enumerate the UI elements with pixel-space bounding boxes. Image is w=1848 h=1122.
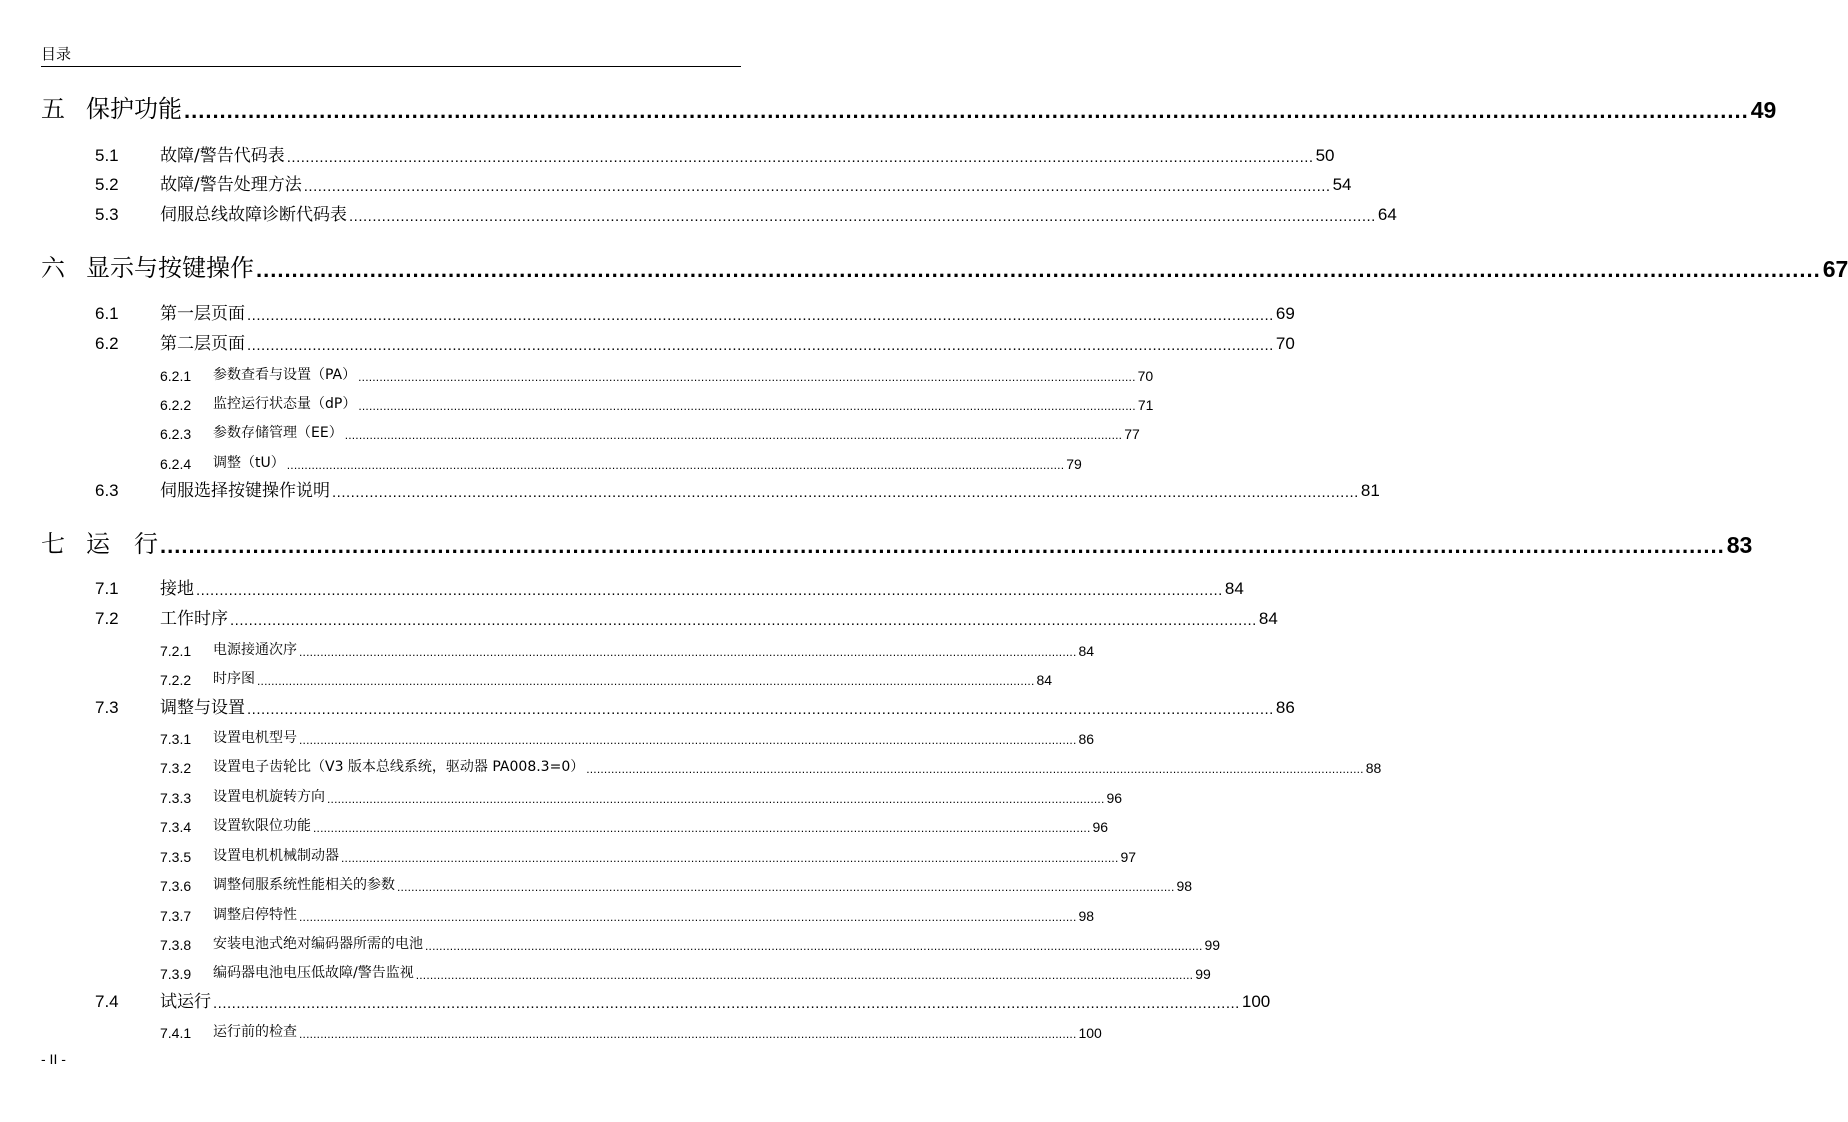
toc-entry-6-2[interactable] (95, 327, 1295, 357)
toc-entry-number: 7.2.1 (160, 643, 192, 659)
dot-leader: ............................................................................................................................................................................................................................ (415, 968, 1194, 982)
toc-entry-chapter-5[interactable] (41, 88, 1777, 128)
toc-entry-title: 接地 (160, 579, 194, 599)
toc-entry-page: 84 (1258, 609, 1278, 628)
dot-leader: ............................................................................................................................................................................................................................ (213, 995, 1240, 1012)
toc-entry-chapter-7[interactable] (41, 523, 1753, 563)
toc-entry-page: 100 (1241, 992, 1271, 1011)
toc-entry-title: 伺服选择按键操作说明 (160, 481, 330, 501)
toc-entry-chapter-6[interactable] (41, 247, 1848, 287)
toc-entry-title: 编码器电池电压低故障/警告监视 (213, 965, 414, 981)
toc-entry-number: 7.3.7 (160, 908, 192, 924)
toc-entry-7-4-1[interactable] (160, 1014, 1102, 1044)
toc-entry-page: 71 (1137, 397, 1154, 413)
toc-entry-7-3-8[interactable] (160, 926, 1221, 956)
toc-entry-title: 时序图 (213, 671, 255, 687)
toc-entry-number: 7.3.2 (160, 760, 192, 776)
toc-entry-page: 99 (1195, 966, 1211, 982)
toc-entry-6-2-1[interactable] (160, 357, 1154, 387)
dot-leader: ............................................................................................................................................................................................................................ (313, 821, 1091, 835)
toc-entry-title: 调整伺服系统性能相关的参数 (213, 877, 395, 893)
toc-entry-page: 83 (1726, 532, 1753, 558)
dot-leader: ............................................................................................................................................................................................................................ (425, 939, 1203, 953)
toc-entry-6-2-3[interactable] (160, 415, 1140, 445)
toc-entry-page: 64 (1377, 205, 1397, 224)
dot-leader: ............................................................................................................................................................................................................................ (184, 98, 1749, 123)
toc-entry-number: 5.1 (95, 146, 119, 165)
toc-entry-title: 设置电机旋转方向 (213, 789, 325, 805)
toc-entry-page: 50 (1315, 146, 1335, 165)
toc-entry-title: 试运行 (160, 992, 211, 1012)
toc-entry-number: 7.3.4 (160, 819, 192, 835)
toc-entry-page: 97 (1120, 849, 1137, 865)
dot-leader: ............................................................................................................................................................................................................................ (247, 307, 1274, 324)
toc-entry-page: 86 (1078, 731, 1095, 747)
dot-leader: ............................................................................................................................................................................................................................ (196, 582, 1223, 599)
toc-entry-title: 保护功能 (86, 95, 182, 123)
dot-leader: ............................................................................................................................................................................................................................ (341, 851, 1119, 865)
toc-entry-5-1[interactable] (95, 139, 1335, 169)
toc-entry-page: 84 (1224, 579, 1244, 598)
toc-entry-6-1[interactable] (95, 297, 1295, 327)
dot-leader: ............................................................................................................................................................................................................................ (247, 701, 1274, 718)
dot-leader: ............................................................................................................................................................................................................................ (299, 910, 1077, 924)
dot-leader: ............................................................................................................................................................................................................................ (286, 458, 1065, 472)
toc-entry-title: 第一层页面 (160, 304, 245, 324)
dot-leader: ............................................................................................................................................................................................................................ (256, 257, 1821, 282)
toc-entry-number: 7.3.3 (160, 790, 192, 806)
toc-entry-number: 6.2.3 (160, 426, 192, 442)
toc-entry-page: 79 (1066, 456, 1082, 472)
dot-leader: ............................................................................................................................................................................................................................ (303, 178, 1331, 195)
toc-entry-number: 7.1 (95, 579, 119, 598)
toc-entry-title: 设置电机机械制动器 (213, 848, 339, 864)
toc-entry-5-3[interactable] (95, 198, 1397, 228)
toc-entry-7-3-9[interactable] (160, 955, 1211, 985)
toc-entry-number: 7.3.1 (160, 731, 192, 747)
toc-entry-title: 设置电子齿轮比（V3 版本总线系统，驱动器 PA008.3=0） (213, 759, 585, 775)
toc-entry-number: 6.2.2 (160, 397, 192, 413)
toc-entry-title: 显示与按键操作 (86, 254, 254, 282)
toc-entry-7-4[interactable] (95, 985, 1271, 1015)
toc-entry-number: 五 (41, 95, 65, 123)
toc-entry-7-3-6[interactable] (160, 867, 1193, 897)
dot-leader: ............................................................................................................................................................................................................................ (299, 645, 1077, 659)
toc-entry-title: 监控运行状态量（dP） (213, 396, 357, 412)
toc-entry-6-2-4[interactable] (160, 445, 1082, 475)
toc-entry-number: 七 (41, 530, 65, 558)
toc-entry-5-2[interactable] (95, 168, 1352, 198)
toc-entry-number: 7.3 (95, 698, 119, 717)
toc-entry-page: 84 (1036, 672, 1053, 688)
toc-entry-number: 7.3.5 (160, 849, 192, 865)
toc-entry-number: 6.2 (95, 334, 119, 353)
toc-entry-7-3-1[interactable] (160, 720, 1095, 750)
toc-entry-title: 调整启停特性 (213, 907, 297, 923)
toc-entry-number: 7.3.8 (160, 937, 192, 953)
dot-leader: ............................................................................................................................................................................................................................ (299, 733, 1077, 747)
toc-entry-7-2[interactable] (95, 602, 1278, 632)
footer-page-number: - II - (41, 1051, 66, 1067)
dot-leader: ............................................................................................................................................................................................................................ (327, 792, 1105, 806)
dot-leader: ............................................................................................................................................................................................................................ (358, 370, 1136, 384)
dot-leader: ............................................................................................................................................................................................................................ (247, 337, 1274, 354)
toc-entry-7-2-2[interactable] (160, 661, 1053, 691)
toc-entry-7-3-4[interactable] (160, 808, 1109, 838)
toc-entry-title: 伺服总线故障诊断代码表 (160, 205, 347, 225)
toc-entry-title: 设置软限位功能 (213, 818, 311, 834)
toc-entry-title: 安装电池式绝对编码器所需的电池 (213, 936, 423, 952)
toc-entry-6-2-2[interactable] (160, 386, 1154, 416)
toc-entry-number: 5.3 (95, 205, 119, 224)
toc-entry-7-3-2[interactable] (160, 749, 1382, 779)
toc-entry-page: 96 (1092, 819, 1109, 835)
toc-entry-7-1[interactable] (95, 572, 1244, 602)
toc-entry-page: 70 (1275, 334, 1295, 353)
toc-entry-page: 67 (1822, 256, 1848, 282)
dot-leader: ............................................................................................................................................................................................................................ (344, 428, 1123, 442)
toc-entry-page: 77 (1124, 426, 1140, 442)
toc-entry-page: 88 (1365, 760, 1382, 776)
toc-entry-page: 98 (1176, 878, 1193, 894)
toc-entry-6-3[interactable] (95, 474, 1380, 504)
toc-entry-number: 7.2 (95, 609, 119, 628)
toc-entry-title: 调整（tU） (213, 455, 285, 471)
toc-entry-number: 7.2.2 (160, 672, 192, 688)
dot-leader: ............................................................................................................................................................................................................................ (332, 484, 1359, 501)
toc-entry-page: 100 (1078, 1025, 1102, 1041)
toc-entry-page: 69 (1275, 304, 1295, 323)
toc-entry-7-2-1[interactable] (160, 632, 1095, 662)
dot-leader: ............................................................................................................................................................................................................................ (286, 149, 1314, 166)
dot-leader: ............................................................................................................................................................................................................................ (299, 1027, 1077, 1041)
toc-entry-7-3-5[interactable] (160, 838, 1137, 868)
toc-entry-page: 98 (1078, 908, 1095, 924)
toc-entry-page: 84 (1078, 643, 1095, 659)
dot-leader: ............................................................................................................................................................................................................................ (230, 612, 1257, 629)
toc-entry-page: 70 (1137, 368, 1154, 384)
toc-entry-title: 运行前的检查 (213, 1024, 297, 1040)
toc-entry-number: 7.4.1 (160, 1025, 192, 1041)
toc-entry-7-3[interactable] (95, 691, 1295, 721)
toc-entry-title: 工作时序 (160, 609, 228, 629)
dot-leader: ............................................................................................................................................................................................................................ (349, 208, 1376, 225)
toc-entry-title: 设置电机型号 (213, 730, 297, 746)
header-title: 目录 (41, 45, 72, 63)
toc-entry-page: 86 (1275, 698, 1295, 717)
header-divider (41, 66, 741, 67)
toc-entry-number: 6.2.1 (160, 368, 192, 384)
toc-entry-page: 99 (1204, 937, 1221, 953)
dot-leader: ............................................................................................................................................................................................................................ (397, 880, 1175, 894)
dot-leader: ............................................................................................................................................................................................................................ (586, 762, 1364, 776)
toc-entry-page: 49 (1750, 97, 1777, 123)
toc-entry-page: 54 (1332, 175, 1352, 194)
toc-entry-title: 参数查看与设置（PA） (213, 367, 357, 383)
dot-leader: ............................................................................................................................................................................................................................ (160, 533, 1725, 558)
toc-entry-7-3-7[interactable] (160, 897, 1095, 927)
toc-entry-page: 96 (1106, 790, 1123, 806)
toc-entry-title: 参数存储管理（EE） (213, 425, 343, 441)
toc-entry-title: 调整与设置 (160, 698, 245, 718)
dot-leader: ............................................................................................................................................................................................................................ (257, 674, 1035, 688)
toc-entry-title: 故障/警告代码表 (160, 146, 285, 166)
toc-entry-title: 运 行 (86, 530, 158, 558)
toc-entry-title: 故障/警告处理方法 (160, 175, 302, 195)
toc-entry-number: 5.2 (95, 175, 119, 194)
toc-entry-title: 电源接通次序 (213, 642, 297, 658)
toc-entry-number: 六 (41, 254, 65, 282)
toc-entry-number: 7.3.6 (160, 878, 192, 894)
toc-entry-number: 6.2.4 (160, 456, 192, 472)
toc-entry-7-3-3[interactable] (160, 779, 1123, 809)
toc-entry-number: 7.4 (95, 992, 119, 1011)
toc-entry-number: 7.3.9 (160, 966, 192, 982)
toc-entry-title: 第二层页面 (160, 334, 245, 354)
toc-entry-number: 6.1 (95, 304, 119, 323)
toc-entry-page: 81 (1360, 481, 1380, 500)
toc-entry-number: 6.3 (95, 481, 119, 500)
dot-leader: ............................................................................................................................................................................................................................ (358, 399, 1136, 413)
